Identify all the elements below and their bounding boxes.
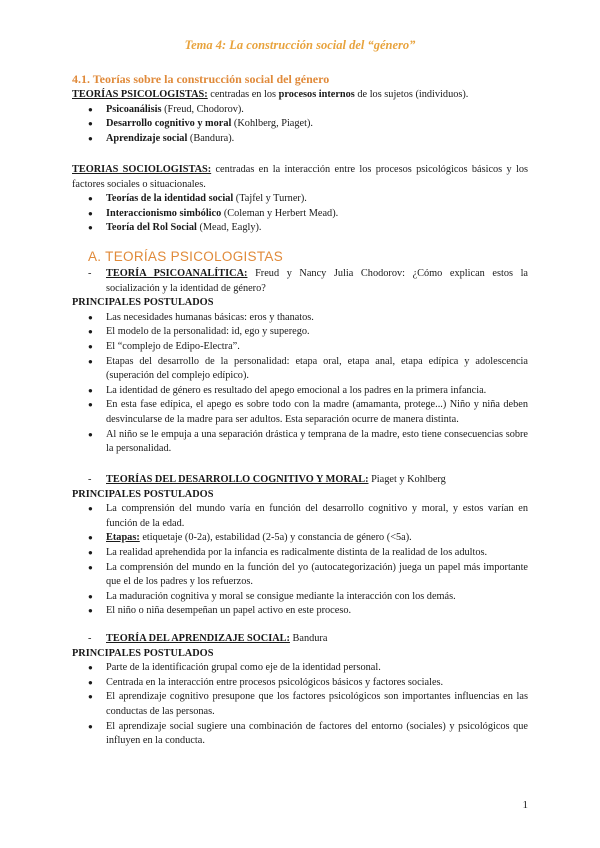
- aprendizaje-text: Bandura: [289, 633, 328, 644]
- aprendizaje-list: [72, 661, 528, 749]
- list-item: ● La comprensión del mundo varía en función del desarrollo cognitivo y moral, y estos varían en función de la edad.: [72, 502, 528, 531]
- list-item: ● Etapas del desarrollo de la personalidad: etapa oral, etapa anal, etapa edípica y adolescencia (superación del complejo edípico).: [72, 355, 528, 384]
- list-item: ● La maduración cognitiva y moral se consigue mediante la interacción con los demás.: [72, 590, 528, 605]
- socio-list: [72, 192, 528, 236]
- list-item: ● Interaccionismo simbólico (Coleman y Herbert Mead).: [72, 207, 528, 222]
- section-a-heading: A. TEORÍAS PSICOLOGISTAS: [88, 249, 283, 264]
- cognitivo-list: [72, 502, 528, 619]
- psico-label: TEORÍAS PSICOLOGISTAS:: [72, 89, 208, 100]
- section-subtitle: 4.1. Teorías sobre la construcción social del género: [72, 72, 330, 86]
- socio-text: centradas en la interacción entre los procesos psicológicos básicos y los factores sociales o situacionales.: [72, 164, 528, 190]
- list-item: ● El niño o niña desempeñan un papel activo en este proceso.: [72, 604, 528, 619]
- psico-list: [72, 103, 528, 147]
- list-item: ● Teorías de la identidad social (Tajfel y Turner).: [72, 192, 528, 207]
- list-item: ● El modelo de la personalidad: id, ego y superego.: [72, 325, 528, 340]
- list-item: ● Las necesidades humanas básicas: eros y thanatos.: [72, 311, 528, 326]
- psico-text-pre: centradas en los: [207, 89, 279, 100]
- psico-text-post: de los sujetos (individuos).: [354, 89, 469, 100]
- block-cognitivo: [72, 473, 528, 619]
- list-item: ● Centrada en la interacción entre procesos psicológicos básicos y factores sociales.: [72, 676, 528, 691]
- list-item: ● Desarrollo cognitivo y moral (Kohlberg, Piaget).: [72, 117, 528, 132]
- cognitivo-label: TEORÍAS DEL DESARROLLO COGNITIVO Y MORAL:: [106, 474, 369, 485]
- socio-label: TEORIAS SOCIOLOGISTAS:: [72, 164, 212, 175]
- psico-bold: procesos internos: [278, 89, 355, 100]
- postulados-heading: PRINCIPALES POSTULADOS: [72, 488, 214, 500]
- list-item: ● Etapas: etiquetaje (0-2a), estabilidad (2-5a) y constancia de género (<5a).: [72, 531, 528, 546]
- page-title: Tema 4: La construcción social del “género”: [184, 38, 416, 52]
- list-item: ● El “complejo de Edipo-Electra”.: [72, 340, 528, 355]
- list-item: ● La realidad aprehendida por la infancia es radicalmente distinta de la realidad de los adultos.: [72, 546, 528, 561]
- list-item: ● La comprensión del mundo en la función del yo (autocategorización) juega un papel más importante que el de los padres y los refuerzos.: [72, 561, 528, 590]
- postulados-heading: PRINCIPALES POSTULADOS: [72, 647, 214, 659]
- psicoanalitica-text: Freud y Nancy Julia Chodorov: ¿Cómo explican estos la socialización y la identidad de género?: [106, 268, 528, 294]
- psicoanalitica-label: TEORÍA PSICOANALÍTICA:: [106, 268, 248, 279]
- block-aprendizaje: [72, 632, 528, 749]
- list-item: ● Teoría del Rol Social (Mead, Eagly).: [72, 221, 528, 236]
- list-item: ● En esta fase edípica, el apego es sobre todo con la madre (amamanta, protege...) Niño y niña deben desvincularse de la madre para ser adultos. Esta separación ocurre de manera distinta.: [72, 398, 528, 427]
- list-item: ● Al niño se le empuja a una separación drástica y temprana de la madre, esto tiene consecuencias sobre la personalidad.: [72, 428, 528, 457]
- intro-psicologistas: [72, 88, 528, 146]
- aprendizaje-label: TEORÍA DEL APRENDIZAJE SOCIAL:: [106, 633, 290, 644]
- postulados-heading: PRINCIPALES POSTULADOS: [72, 297, 214, 309]
- cognitivo-text: Piaget y Kohlberg: [368, 474, 446, 485]
- page-number: 1: [522, 799, 528, 811]
- list-item: ● El aprendizaje social sugiere una combinación de factores del entorno (sociales) y psicológicos que influyen en la conducta.: [72, 720, 528, 749]
- list-item: ● Parte de la identificación grupal como eje de la identidad personal.: [72, 661, 528, 676]
- list-item: ● El aprendizaje cognitivo presupone que los factores psicológicos son importantes influencias en las conductas de las personas.: [72, 690, 528, 719]
- psicoanalitica-list: [72, 311, 528, 457]
- list-item: ● Psicoanálisis (Freud, Chodorov).: [72, 103, 528, 118]
- list-item: ● La identidad de género es resultado del apego emocional a los padres en la primera infancia.: [72, 384, 528, 399]
- list-item: ● Aprendizaje social (Bandura).: [72, 132, 528, 147]
- block-psicoanalitica: [72, 267, 528, 457]
- intro-sociologistas: [72, 163, 528, 236]
